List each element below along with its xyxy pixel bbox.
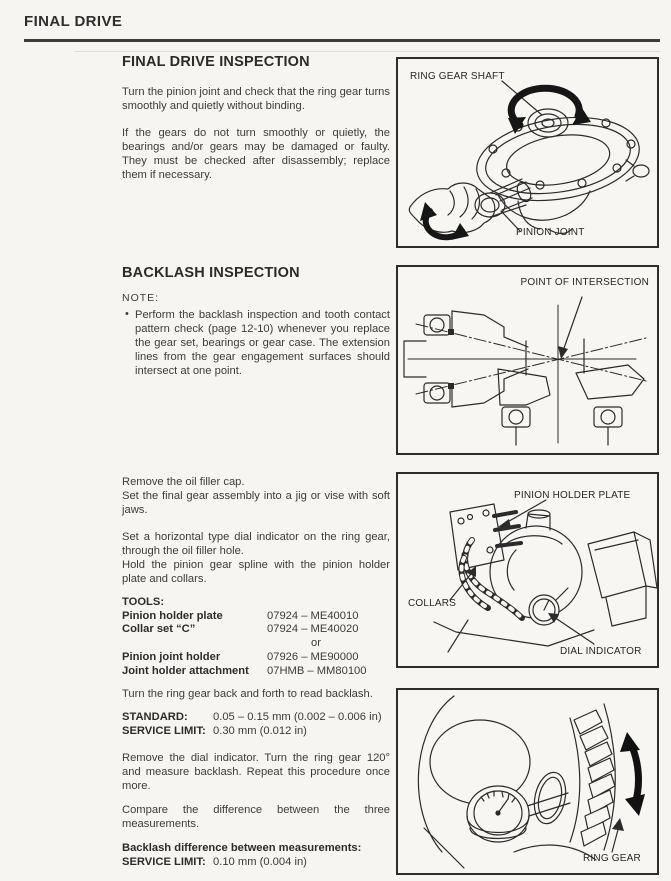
step-remove-filler-cap bbox=[122, 475, 390, 517]
gear-cross-section-illustration bbox=[398, 267, 657, 453]
tool-part-number: 07924 – ME40010 bbox=[267, 609, 359, 622]
note-item-text: Perform the backlash inspection and tooth contact pattern check (page 12-10) whenever you replace the gear set, bearings or gear case. The extension lines from the gear engagement surfaces should intersect at one point. bbox=[135, 309, 390, 377]
figure-label-ring-gear: RING GEAR bbox=[583, 853, 641, 864]
ring-gear-illustration bbox=[398, 690, 657, 873]
figure-label-collars: COLLARS bbox=[408, 598, 457, 609]
tool-name: Pinion holder plate bbox=[122, 609, 223, 622]
final-drive-illustration bbox=[398, 59, 657, 246]
figure-final-drive-unit bbox=[396, 57, 659, 248]
tool-name: Pinion joint holder bbox=[122, 650, 221, 663]
figure-point-of-intersection bbox=[396, 265, 659, 455]
tool-part-number: 07926 – ME90000 bbox=[267, 650, 359, 663]
step-turn-ring-gear: Turn the ring gear back and forth to read backlash. bbox=[122, 688, 373, 700]
section-title-final-drive-inspection: FINAL DRIVE INSPECTION bbox=[122, 54, 310, 70]
text-column bbox=[122, 0, 390, 881]
tools-table bbox=[122, 596, 390, 678]
step-text: Set the final gear assembly into a jig or vise with soft jaws. bbox=[122, 490, 390, 516]
bullet-icon: • bbox=[125, 308, 129, 320]
page-title: FINAL DRIVE bbox=[24, 13, 123, 30]
tool-name: Collar set “C” bbox=[122, 623, 196, 636]
spec-block bbox=[122, 710, 390, 738]
step-text: Set a horizontal type dial indicator on the ring gear, through the oil filler hole. bbox=[122, 531, 390, 557]
paragraph-gears-check: If the gears do not turn smoothly or quietly, the bearings and/or gears may be damaged or faulty. They must be checked after disassembly; replace them if necessary. bbox=[122, 127, 390, 181]
tool-name bbox=[122, 637, 267, 651]
step-text: Remove the oil filler cap. bbox=[122, 476, 245, 488]
step-text: Hold the pinion gear spline with the pinion holder plate and collars. bbox=[122, 559, 390, 585]
figure-label-pinion-holder-plate: PINION HOLDER PLATE bbox=[514, 490, 631, 501]
section-title-backlash-inspection: BACKLASH INSPECTION bbox=[122, 265, 300, 281]
step-compare-measurements: Compare the difference between the three measurements. bbox=[122, 804, 390, 830]
figure-ring-gear-backlash bbox=[396, 688, 659, 875]
step-set-dial-indicator bbox=[122, 530, 390, 586]
table-row bbox=[122, 665, 390, 679]
difference-service-limit-value: 0.10 mm (0.004 in) bbox=[213, 856, 307, 868]
tool-or-separator: or bbox=[311, 637, 321, 650]
note-label: NOTE: bbox=[122, 292, 160, 304]
tool-part-number: 07924 – ME40020 bbox=[267, 623, 359, 636]
paragraph-turn-pinion: Turn the pinion joint and check that the ring gear turns smoothly and quietly without binding. bbox=[122, 86, 390, 112]
figure-label-point-of-intersection: POINT OF INTERSECTION bbox=[520, 277, 649, 288]
note-item bbox=[122, 308, 390, 378]
standard-row bbox=[122, 710, 390, 724]
service-limit-label: SERVICE LIMIT: bbox=[122, 725, 206, 737]
table-row bbox=[122, 651, 390, 665]
step-remove-dial-indicator: Remove the dial indicator. Turn the ring gear 120° and measure backlash. Repeat this procedure once more. bbox=[122, 752, 390, 792]
standard-value: 0.05 – 0.15 mm (0.002 – 0.006 in) bbox=[213, 711, 382, 723]
figure-label-pinion-joint: PINION JOINT bbox=[516, 227, 585, 238]
difference-service-limit-label: SERVICE LIMIT: bbox=[122, 856, 206, 868]
tools-heading: TOOLS: bbox=[122, 596, 165, 608]
table-row bbox=[122, 623, 390, 637]
backlash-setup-illustration bbox=[398, 474, 657, 666]
figure-label-ring-gear-shaft: RING GEAR SHAFT bbox=[410, 71, 505, 82]
service-limit-value: 0.30 mm (0.012 in) bbox=[213, 725, 307, 737]
figure-label-dial-indicator: DIAL INDICATOR bbox=[560, 646, 642, 657]
backlash-difference-heading: Backlash difference between measurements: bbox=[122, 842, 362, 854]
service-limit-row bbox=[122, 724, 390, 738]
standard-label: STANDARD: bbox=[122, 711, 188, 723]
difference-service-limit-row bbox=[122, 855, 390, 869]
table-row-or bbox=[122, 637, 390, 651]
tool-part-number: 07HMB – MM80100 bbox=[267, 664, 367, 677]
figure-dial-indicator-setup bbox=[396, 472, 659, 668]
tool-name: Joint holder attachment bbox=[122, 664, 249, 677]
table-row bbox=[122, 610, 390, 624]
